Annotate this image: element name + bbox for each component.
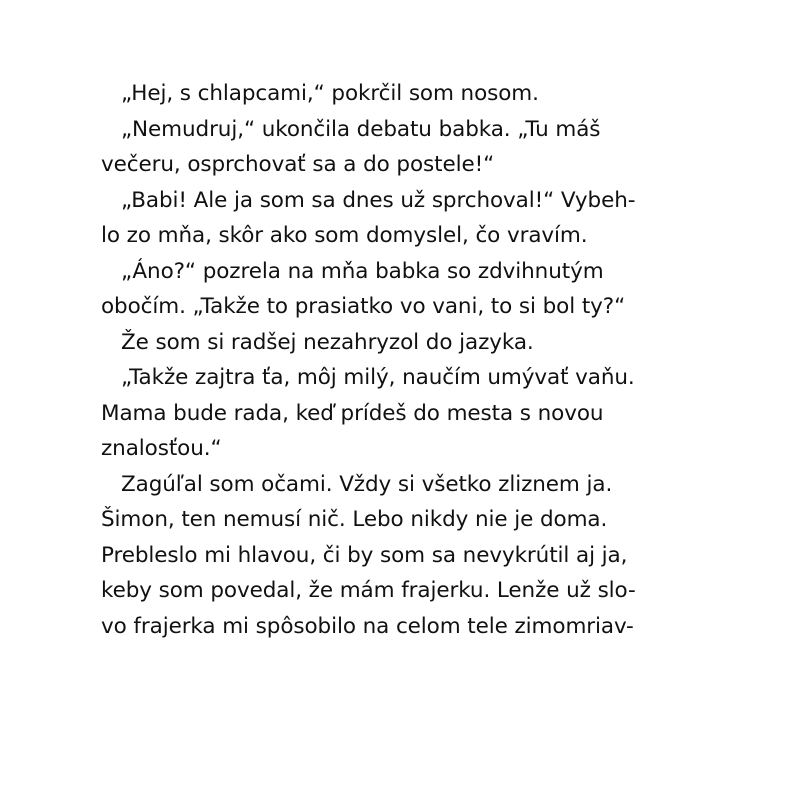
text-line: vo frajerka mi spôsobilo na celom tele zimomriav- [101,613,634,639]
text-line: „Hej, s chlapcami,“ pokrčil som nosom. [121,81,539,106]
text-line: Zagúľal som očami. Vždy si všetko zliznem ja. [121,471,613,497]
body-text [101,76,721,644]
text-line: obočím. „Takže to prasiatko vo vani, to si bol ty?“ [101,294,626,319]
text-line: „Babi! Ale ja som sa dnes už sprchoval!“ Vybeh- [121,187,636,213]
text-line: Prebleslo mi hlavou, či by som sa nevykrútil aj ja, [101,542,628,568]
text-line: večeru, osprchovať sa a do postele!“ [101,152,495,177]
text-line: znalosťou.“ [101,436,222,461]
text-line: lo zo mňa, skôr ako som domyslel, čo vravím. [101,223,588,248]
text-line: keby som povedal, že mám frajerku. Lenže už slo- [101,578,636,603]
text-line: Šimon, ten nemusí nič. Lebo nikdy nie je doma. [101,507,608,532]
text-line: „Takže zajtra ťa, môj milý, naučím umývať vaňu. [121,365,635,390]
text-line: Že som si radšej nezahryzol do jazyka. [121,329,534,355]
text-line: „Nemudruj,“ ukončila debatu babka. „Tu máš [121,116,601,142]
text-line: Mama bude rada, keď prídeš do mesta s novou [101,400,604,426]
text-line: „Áno?“ pozrela na mňa babka so zdvihnutým [121,258,604,284]
